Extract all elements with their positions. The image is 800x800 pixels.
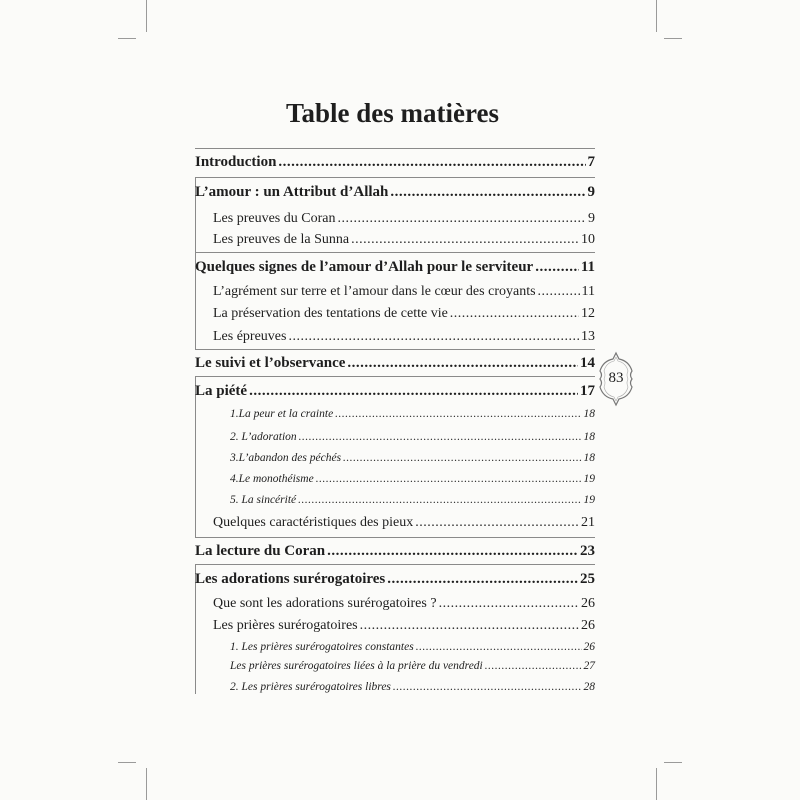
divider bbox=[195, 376, 595, 377]
toc-entry-title: Quelques signes de l’amour d’Allah pour le serviteur bbox=[195, 259, 534, 275]
toc-entry-page: 17 bbox=[580, 383, 595, 399]
toc-entry[interactable] bbox=[230, 427, 595, 447]
toc-entry-page: 18 bbox=[583, 408, 595, 420]
dot-leader bbox=[393, 677, 582, 697]
dot-leader bbox=[360, 616, 579, 636]
divider bbox=[195, 349, 595, 350]
toc-entry-title: Les preuves de la Sunna bbox=[213, 232, 350, 247]
toc-entry-page: 13 bbox=[581, 329, 595, 344]
toc-entry-page: 10 bbox=[581, 232, 595, 247]
toc-entry[interactable] bbox=[230, 469, 595, 489]
toc-entry-page: 18 bbox=[583, 431, 595, 443]
toc-entry[interactable] bbox=[213, 513, 595, 533]
crop-mark bbox=[118, 762, 136, 763]
dot-leader bbox=[390, 182, 585, 202]
dot-leader bbox=[387, 569, 578, 589]
crop-mark bbox=[656, 0, 657, 32]
crop-mark bbox=[146, 0, 147, 32]
toc-entry-page: 7 bbox=[587, 154, 595, 170]
toc-entry-page: 27 bbox=[583, 660, 595, 672]
toc-entry-page: 28 bbox=[583, 681, 595, 693]
toc-entry-title: Les preuves du Coran bbox=[213, 211, 336, 226]
toc-entry-page: 26 bbox=[581, 596, 595, 611]
crop-mark bbox=[656, 768, 657, 800]
dot-leader bbox=[343, 448, 581, 468]
dot-leader bbox=[450, 304, 579, 324]
toc-entry-title: L’agrément sur terre et l’amour dans le cœur des croyants bbox=[213, 284, 536, 299]
toc-entry[interactable] bbox=[195, 257, 595, 277]
toc-entry[interactable] bbox=[230, 490, 595, 510]
toc-entry[interactable] bbox=[213, 304, 595, 324]
dot-leader bbox=[535, 257, 579, 277]
toc-entry-title: L’amour : un Attribut d’Allah bbox=[195, 184, 389, 200]
toc-entry[interactable] bbox=[230, 656, 595, 676]
dot-leader bbox=[538, 282, 580, 302]
toc-entry-title: La piété bbox=[195, 383, 248, 399]
divider bbox=[195, 537, 595, 538]
toc-entry-title: 5. La sincérité bbox=[230, 494, 297, 506]
toc-entry-page: 23 bbox=[580, 543, 595, 559]
dot-leader bbox=[249, 381, 578, 401]
page-number: 83 bbox=[608, 370, 624, 386]
dot-leader bbox=[485, 656, 582, 676]
toc-entry-title: Les épreuves bbox=[213, 329, 287, 344]
toc-entry[interactable] bbox=[213, 209, 595, 229]
toc-entry-title: Quelques caractéristiques des pieux bbox=[213, 515, 414, 530]
toc-entry[interactable] bbox=[195, 569, 595, 589]
toc-entry[interactable] bbox=[230, 677, 595, 697]
toc-entry-title: Que sont les adorations surérogatoires ? bbox=[213, 596, 437, 611]
toc-entry-page: 26 bbox=[581, 618, 595, 633]
dot-leader bbox=[416, 637, 582, 657]
crop-mark bbox=[664, 38, 682, 39]
toc-entry[interactable] bbox=[195, 541, 595, 561]
toc-entry-title: 2. L’adoration bbox=[230, 431, 297, 443]
dot-leader bbox=[288, 327, 579, 347]
toc-entry[interactable] bbox=[230, 637, 595, 657]
divider bbox=[195, 564, 595, 565]
toc-entry[interactable] bbox=[230, 404, 595, 424]
toc-entry[interactable] bbox=[213, 594, 595, 614]
toc-entry-page: 9 bbox=[588, 211, 595, 226]
toc-entry[interactable] bbox=[195, 381, 595, 401]
toc-entry-page: 21 bbox=[581, 515, 595, 530]
toc-entry-page: 9 bbox=[587, 184, 595, 200]
toc-entry-title: Le suivi et l’observance bbox=[195, 355, 346, 371]
dot-leader bbox=[415, 513, 579, 533]
dot-leader bbox=[278, 152, 585, 172]
dot-leader bbox=[439, 594, 579, 614]
toc-entry-page: 12 bbox=[581, 306, 595, 321]
divider bbox=[195, 148, 595, 149]
divider bbox=[195, 252, 595, 253]
crop-mark bbox=[664, 762, 682, 763]
page-title: Table des matières bbox=[286, 98, 499, 128]
toc-entry-title: Introduction bbox=[195, 154, 277, 170]
toc-entry-title: 4.Le monothéisme bbox=[230, 473, 314, 485]
dot-leader bbox=[335, 404, 581, 424]
dot-leader bbox=[316, 469, 582, 489]
toc-entry[interactable] bbox=[195, 152, 595, 172]
toc-entry-page: 11 bbox=[580, 259, 595, 275]
toc-entry[interactable] bbox=[195, 182, 595, 202]
crop-mark bbox=[118, 38, 136, 39]
toc-entry[interactable] bbox=[230, 448, 595, 468]
toc-entry-page: 19 bbox=[583, 494, 595, 506]
dot-leader bbox=[299, 427, 582, 447]
toc-entry-title: La préservation des tentations de cette vie bbox=[213, 306, 448, 321]
toc-entry-title: La lecture du Coran bbox=[195, 543, 326, 559]
toc-entry-title: 1.La peur et la crainte bbox=[230, 408, 334, 420]
toc-entry-page: 25 bbox=[580, 571, 595, 587]
toc-entry-title: 2. Les prières surérogatoires libres bbox=[230, 681, 391, 693]
dot-leader bbox=[298, 490, 581, 510]
toc-entry[interactable] bbox=[213, 327, 595, 347]
toc-entry-page: 19 bbox=[583, 473, 595, 485]
toc-entry-title: Les adorations surérogatoires bbox=[195, 571, 386, 587]
toc-entry-title: 3.L’abandon des péchés bbox=[230, 452, 342, 464]
toc-entry[interactable] bbox=[213, 616, 595, 636]
divider bbox=[195, 177, 595, 178]
toc-entry-page: 11 bbox=[581, 284, 595, 299]
toc-entry-title: Les prières surérogatoires bbox=[213, 618, 358, 633]
dot-leader bbox=[351, 230, 579, 250]
toc-entry[interactable] bbox=[213, 282, 595, 302]
toc-entry[interactable] bbox=[213, 230, 595, 250]
toc-entry-page: 18 bbox=[583, 452, 595, 464]
toc-entry[interactable] bbox=[195, 353, 595, 373]
toc-entry-page: 26 bbox=[583, 641, 595, 653]
dot-leader bbox=[337, 209, 586, 229]
crop-mark bbox=[146, 768, 147, 800]
dot-leader bbox=[327, 541, 578, 561]
dot-leader bbox=[347, 353, 578, 373]
toc-entry-title: 1. Les prières surérogatoires constantes bbox=[230, 641, 414, 653]
toc-entry-title: Les prières surérogatoires liées à la prière du vendredi bbox=[230, 660, 483, 672]
toc-entry-page: 14 bbox=[580, 355, 595, 371]
